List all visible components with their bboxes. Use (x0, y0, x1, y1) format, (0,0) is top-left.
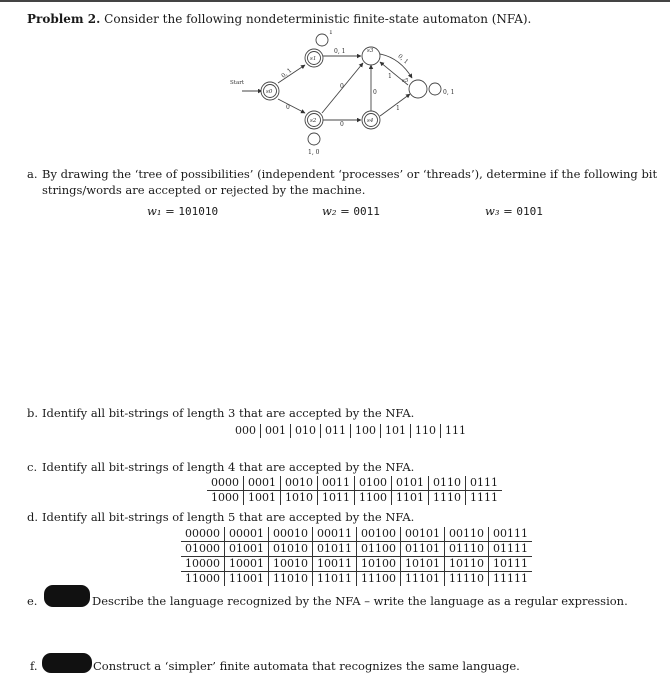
bit-cell: 00001 (225, 527, 269, 542)
state-label-s1: s1 (310, 56, 317, 62)
bit-cell: 11001 (225, 572, 269, 587)
bit-cell: 1011 (318, 491, 355, 506)
bit-cell: 101 (381, 424, 411, 438)
table-row (181, 542, 532, 557)
table-row (207, 491, 502, 506)
word-w1-value: 101010 (178, 205, 219, 218)
label-s3-s5: 0, 1 (396, 52, 410, 66)
edge-s4-s5 (380, 94, 410, 116)
word-w2-value: 0011 (353, 205, 380, 218)
bit-cell: 01110 (445, 542, 489, 557)
bit-cell: 01111 (489, 542, 533, 557)
bit-cell: 0111 (466, 476, 503, 491)
bit-cell: 0001 (244, 476, 281, 491)
bit-cell: 00111 (489, 527, 533, 542)
bit-cell: 01011 (313, 542, 357, 557)
state-label-s3: s3 (367, 48, 374, 54)
label-s2-s4: 0 (340, 121, 344, 128)
word-w3-name: w₃ (485, 204, 500, 218)
bit-cell: 0100 (355, 476, 392, 491)
top-rule (0, 0, 670, 2)
bit-cell: 10111 (489, 557, 533, 572)
label-s2-s3: 0 (340, 83, 344, 90)
bit-cell: 1110 (429, 491, 466, 506)
part-b-table (231, 424, 470, 438)
bit-cell: 1111 (466, 491, 503, 506)
bit-cell: 10011 (313, 557, 357, 572)
word-w1-name: w₁ (147, 204, 162, 218)
bit-cell: 01101 (401, 542, 445, 557)
bit-cell: 10110 (445, 557, 489, 572)
table-row (181, 527, 532, 542)
bit-cell: 10100 (357, 557, 401, 572)
bit-cell: 10000 (181, 557, 225, 572)
bit-cell: 0000 (211, 476, 239, 489)
label-s1-loop: 1 (329, 30, 333, 36)
bit-cell: 11000 (181, 572, 225, 587)
bit-cell: 1000 (207, 491, 244, 506)
label-s5-loop: 0, 1 (443, 89, 455, 96)
bit-cell: 000 (235, 424, 256, 437)
bit-cell: 0011 (318, 476, 355, 491)
problem-heading (27, 12, 531, 26)
table-row (231, 424, 470, 438)
part-d-label: d. (27, 510, 39, 524)
loop-s5 (429, 83, 441, 95)
bit-cell: 011 (321, 424, 351, 438)
bit-cell: 0101 (392, 476, 429, 491)
loop-s1 (316, 34, 328, 46)
nfa-diagram (230, 30, 460, 160)
part-c-table (207, 476, 502, 505)
bit-cell: 01100 (357, 542, 401, 557)
part-d-table (181, 527, 532, 586)
edge-s0-s2 (278, 99, 305, 113)
bit-cell: 110 (411, 424, 441, 438)
part-e-text: Describe the language recognized by the NFA – write the language as a regular expression. (92, 594, 628, 608)
bit-cell: 010 (291, 424, 321, 438)
loop-s2 (308, 133, 320, 145)
bit-cell: 10010 (269, 557, 313, 572)
bit-cell: 100 (351, 424, 381, 438)
problem-number: Problem 2. (27, 12, 101, 26)
bit-cell: 00101 (401, 527, 445, 542)
bit-cell: 001 (261, 424, 291, 438)
bit-cell: 01001 (225, 542, 269, 557)
state-s5 (409, 80, 427, 98)
table-row (181, 557, 532, 572)
label-s4-s3: 0 (373, 89, 377, 96)
bit-cell: 00010 (269, 527, 313, 542)
bit-cell: 1010 (281, 491, 318, 506)
part-c-text: Identify all bit-strings of length 4 that are accepted by the NFA. (42, 460, 415, 474)
bit-cell: 11110 (445, 572, 489, 587)
part-f-label: f. (30, 659, 38, 673)
label-s2-loop: 1, 0 (308, 149, 320, 156)
bit-cell: 00000 (185, 527, 220, 540)
bit-cell: 111 (441, 424, 471, 438)
label-s1-s3: 0, 1 (334, 48, 346, 55)
part-d-text: Identify all bit-strings of length 5 that are accepted by the NFA. (42, 510, 415, 524)
part-f-text: Construct a ‘simpler’ finite automata that recognizes the same language. (93, 659, 520, 673)
word-w2: w₂ = 0011 (322, 204, 380, 218)
bit-cell: 1100 (355, 491, 392, 506)
table-row (181, 572, 532, 587)
bit-cell: 00100 (357, 527, 401, 542)
part-b-text: Identify all bit-strings of length 3 that are accepted by the NFA. (42, 406, 415, 420)
word-w3-value: 0101 (516, 205, 543, 218)
bit-cell: 1001 (244, 491, 281, 506)
bit-cell: 11111 (489, 572, 533, 587)
bit-cell: 11011 (313, 572, 357, 587)
word-w2-name: w₂ (322, 204, 337, 218)
state-label-s2: s2 (310, 118, 317, 124)
state-label-s0: s0 (266, 89, 273, 95)
redaction-mark (42, 653, 92, 673)
part-a-text-line1: By drawing the ‘tree of possibilities’ (independent ‘processes’ or ‘threads’), determine if the following bit (42, 167, 658, 181)
word-w1: w₁ = 101010 (147, 204, 219, 218)
part-a-label: a. (27, 167, 38, 181)
bit-cell: 0110 (429, 476, 466, 491)
state-label-s4: s4 (367, 118, 374, 124)
bit-cell: 11010 (269, 572, 313, 587)
bit-cell: 1101 (392, 491, 429, 506)
bit-cell: 01000 (181, 542, 225, 557)
bit-cell: 01010 (269, 542, 313, 557)
state-label-s5: s5 (402, 78, 409, 84)
label-s0-s2: 0 (286, 104, 290, 111)
start-label: Start (230, 80, 245, 86)
label-s0-s1: 0, 1 (280, 66, 294, 80)
problem-intro: Consider the following nondeterministic finite-state automaton (NFA). (104, 12, 532, 26)
word-w3: w₃ = 0101 (485, 204, 543, 218)
part-c-label: c. (27, 460, 38, 474)
part-e-label: e. (27, 594, 38, 608)
label-s5-s3: 1 (388, 73, 392, 80)
bit-cell: 0010 (281, 476, 318, 491)
bit-cell: 10001 (225, 557, 269, 572)
bit-cell: 11101 (401, 572, 445, 587)
label-s4-s5: 1 (396, 105, 400, 112)
part-a-text-line2: strings/words are accepted or rejected by the machine. (42, 183, 366, 197)
table-row (207, 476, 502, 491)
redaction-mark (44, 585, 90, 607)
bit-cell: 00110 (445, 527, 489, 542)
bit-cell: 00011 (313, 527, 357, 542)
bit-cell: 10101 (401, 557, 445, 572)
part-b-label: b. (27, 406, 39, 420)
bit-cell: 11100 (357, 572, 401, 587)
